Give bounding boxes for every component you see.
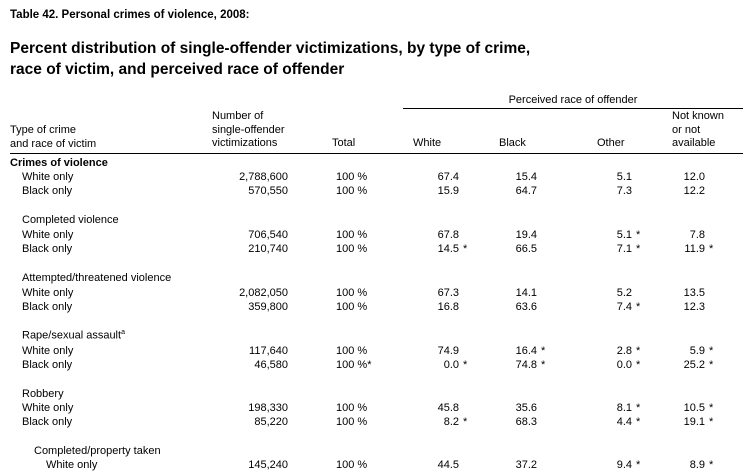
number-header: Number of single-offender victimizations	[212, 110, 285, 149]
row-label: Completed violence	[22, 214, 119, 226]
total-cell: 100 %	[336, 287, 368, 299]
not-known-cell: 19.1 *	[683, 416, 714, 428]
subgroup-row	[0, 445, 750, 459]
victimizations-cell: 198,330	[248, 402, 288, 414]
victimizations-cell: 117,640	[249, 345, 288, 357]
total-cell: 100 %	[336, 345, 368, 357]
white-header: White	[413, 137, 442, 149]
table-row	[0, 359, 750, 373]
total-cell: 100 %	[336, 459, 368, 471]
perceived-race-header: Perceived race of offender	[508, 94, 638, 106]
table-label: Table 42. Personal crimes of violence, 2008:	[10, 9, 250, 21]
black-cell: 63.6	[515, 301, 537, 313]
table-row	[0, 243, 750, 257]
black-cell: 66.5	[515, 243, 537, 255]
group-row	[0, 214, 750, 228]
not-known-cell: 25.2 *	[683, 359, 714, 371]
row-label: Black only	[22, 301, 73, 313]
victimizations-cell: 359,800	[248, 301, 288, 313]
victimizations-cell: 46,580	[254, 359, 288, 371]
other-cell: 5.2	[616, 287, 632, 299]
table-row	[0, 171, 750, 185]
black-cell: 68.3	[515, 416, 537, 428]
total-cell: 100 %*	[336, 359, 372, 371]
other-cell: 8.1 *	[616, 402, 641, 414]
table-row	[0, 301, 750, 315]
header-rule-bottom	[10, 153, 743, 154]
table-row	[0, 345, 750, 359]
white-cell: 8.2 *	[443, 416, 468, 428]
row-label: White only	[22, 287, 74, 299]
row-label: White only	[22, 345, 74, 357]
row-label: Completed/property taken	[34, 445, 161, 457]
other-cell: 5.1	[616, 171, 632, 183]
type-header: Type of crime and race of victim	[10, 124, 97, 150]
white-cell: 67.3	[437, 287, 459, 299]
black-cell: 19.4	[515, 229, 537, 241]
not-known-header: Not known or not available	[672, 110, 724, 149]
table-row	[0, 229, 750, 243]
row-label: Black only	[22, 185, 73, 197]
row-label: White only	[22, 171, 74, 183]
total-cell: 100 %	[336, 301, 368, 313]
white-cell: 0.0 *	[443, 359, 468, 371]
group-row	[0, 329, 750, 343]
table-title-line-1: Percent distribution of single-offender victimizations, by type of crime,	[10, 40, 531, 57]
not-known-cell: 12.2	[683, 185, 705, 197]
row-label: Crimes of violence	[10, 157, 108, 169]
victimizations-cell: 570,550	[248, 185, 288, 197]
white-cell: 15.9	[437, 185, 459, 197]
black-header: Black	[499, 137, 526, 149]
black-cell: 35.6	[515, 402, 537, 414]
not-known-cell: 10.5 *	[683, 402, 714, 414]
row-label: Robbery	[22, 388, 64, 400]
black-cell: 64.7	[515, 185, 537, 197]
victimizations-cell: 85,220	[254, 416, 288, 428]
section-row	[0, 157, 750, 171]
white-cell: 67.8	[437, 229, 459, 241]
total-cell: 100 %	[336, 402, 368, 414]
total-cell: 100 %	[336, 185, 368, 197]
victimizations-cell: 210,740	[248, 243, 288, 255]
black-cell: 16.4 *	[515, 345, 546, 357]
victimizations-cell: 2,788,600	[239, 171, 288, 183]
white-cell: 16.8	[437, 301, 459, 313]
table-row	[0, 287, 750, 301]
white-cell: 44.5	[437, 459, 459, 471]
table-row	[0, 416, 750, 430]
black-cell: 74.8 *	[515, 359, 546, 371]
table-row	[0, 185, 750, 199]
total-header: Total	[332, 137, 356, 149]
row-label: Black only	[22, 359, 73, 371]
other-cell: 0.0 *	[616, 359, 641, 371]
white-cell: 14.5 *	[437, 243, 468, 255]
group-row	[0, 388, 750, 402]
row-label: Attempted/threatened violence	[22, 272, 172, 284]
table-title-line-2: race of victim, and perceived race of offender	[10, 61, 345, 78]
other-cell: 9.4 *	[616, 459, 641, 471]
victimizations-cell: 145,240	[248, 459, 288, 471]
group-row	[0, 272, 750, 286]
footnote-marker: a	[121, 329, 125, 336]
not-known-cell: 7.8	[689, 229, 705, 241]
total-cell: 100 %	[336, 171, 368, 183]
not-known-cell: 5.9 *	[689, 345, 714, 357]
row-label: White only	[22, 402, 74, 414]
not-known-cell: 12.3	[683, 301, 705, 313]
not-known-cell: 13.5	[683, 287, 705, 299]
other-cell: 7.1 *	[616, 243, 641, 255]
white-cell: 67.4	[437, 171, 459, 183]
header-rule-top	[403, 108, 743, 109]
black-cell: 37.2	[515, 459, 537, 471]
not-known-cell: 12.0	[683, 171, 705, 183]
not-known-cell: 11.9 *	[684, 243, 714, 255]
victimizations-cell: 2,082,050	[239, 287, 288, 299]
other-cell: 2.8 *	[616, 345, 641, 357]
white-cell: 74.9	[437, 345, 459, 357]
other-cell: 7.4 *	[616, 301, 641, 313]
row-label: Black only	[22, 416, 73, 428]
row-label: Black only	[22, 243, 73, 255]
black-cell: 15.4	[515, 171, 537, 183]
total-cell: 100 %	[336, 243, 368, 255]
table-row	[0, 402, 750, 416]
victimizations-cell: 706,540	[248, 229, 288, 241]
other-cell: 7.3	[616, 185, 632, 197]
other-cell: 5.1 *	[616, 229, 641, 241]
row-label: White only	[46, 459, 98, 471]
row-label: White only	[22, 229, 74, 241]
black-cell: 14.1	[515, 287, 537, 299]
table-row	[0, 459, 750, 473]
white-cell: 45.8	[437, 402, 459, 414]
other-cell: 4.4 *	[616, 416, 641, 428]
row-label: Rape/sexual assault$^a$	[22, 329, 125, 342]
other-header: Other	[597, 137, 625, 149]
total-cell: 100 %	[336, 229, 368, 241]
not-known-cell: 8.9 *	[689, 459, 714, 471]
total-cell: 100 %	[336, 416, 368, 428]
